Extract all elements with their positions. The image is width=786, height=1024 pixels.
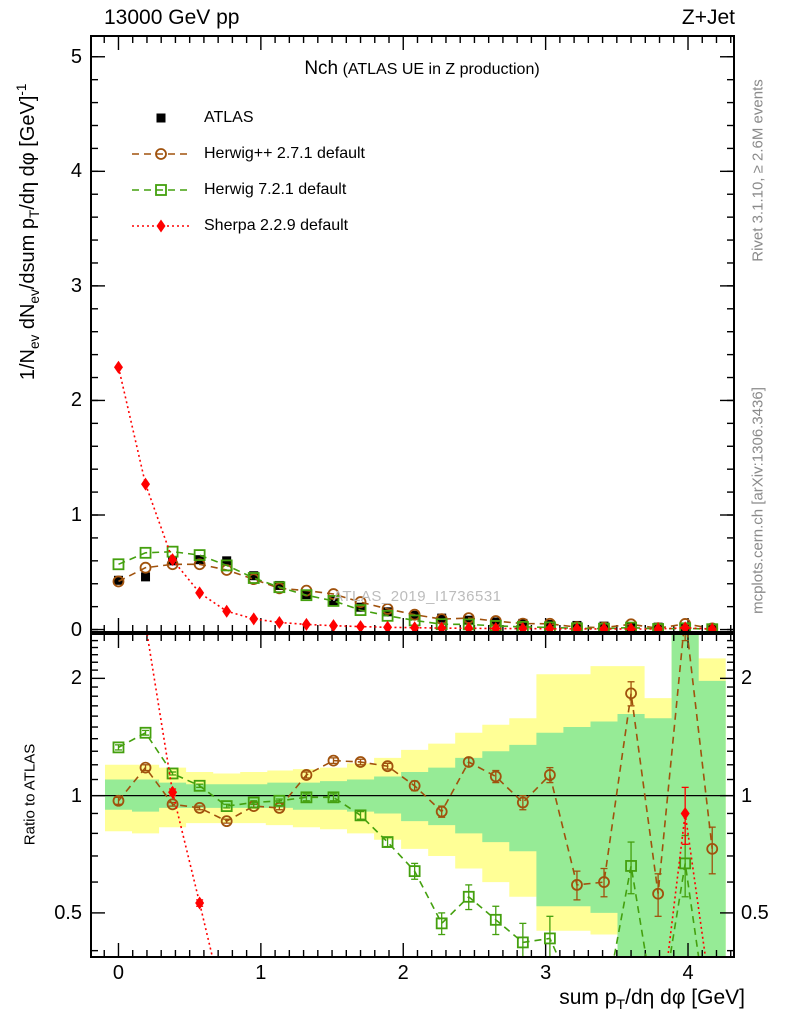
ratio-y-tick-label-right: 0.5 (741, 901, 769, 924)
y-axis-title-main: $1/N_{ev}$ $dN_{ev}$/dsum $p_T/d\eta$ dφ [GeV]$^{-1}$ (14, 83, 42, 381)
legend-item-3 (130, 208, 365, 244)
main-y-tick-label: 3 (70, 274, 82, 297)
side-note-rivet: Rivet 3.1.10, ≥ 2.6M events (749, 79, 767, 262)
side-note-mcplots: mcplots.cern.ch [arXiv:1306.3436] (749, 387, 767, 614)
plot-title-analysis: (ATLAS UE in Z production) (342, 61, 540, 78)
plot-title (212, 58, 632, 80)
y-axis-title-ratio: Ratio to ATLAS (21, 743, 39, 846)
x-tick-label: 3 (540, 962, 552, 984)
legend-label: Sherpa 2.2.9 default (204, 217, 349, 234)
ratio-y-tick-label-right: 1 (741, 784, 753, 807)
square-open-legend-marker (130, 181, 192, 199)
legend-item-1 (130, 136, 365, 172)
legend-label: Herwig++ 2.7.1 default (204, 145, 365, 162)
diamond-filled-legend-marker (130, 217, 192, 235)
plot-title-observable: Nch (304, 58, 339, 79)
ratio-plot-svg (90, 633, 735, 958)
main-y-tick-label: 5 (70, 45, 82, 68)
header-beam-energy: 13000 GeV pp (104, 6, 240, 29)
legend (130, 100, 365, 244)
ratio-y-tick-label-left: 1 (70, 784, 82, 807)
main-y-tick-label: 4 (70, 160, 82, 183)
x-tick-label: 0 (112, 962, 125, 984)
legend-item-0 (130, 100, 365, 136)
x-tick-label: 1 (255, 962, 267, 984)
main-y-tick-label: 2 (70, 389, 82, 412)
watermark: ATLAS_2019_I1736531 (333, 588, 502, 605)
x-tick-label: 4 (682, 962, 694, 984)
legend-item-2 (130, 172, 365, 208)
header-process: Z+Jet (681, 6, 735, 29)
x-axis-title: sum $p_T/d\eta$ dφ [GeV] (559, 986, 745, 1014)
main-y-tick-label: 1 (70, 504, 82, 526)
square-filled-legend-marker (130, 109, 192, 127)
legend-label: ATLAS (204, 109, 254, 126)
ratio-y-tick-label-left: 2 (70, 667, 82, 690)
main-y-tick-label: 0 (70, 618, 82, 641)
x-tick-label: 2 (397, 962, 409, 984)
legend-label: Herwig 7.2.1 default (204, 181, 347, 198)
ratio-y-tick-label-left: 0.5 (54, 901, 82, 924)
circle-open-legend-marker (130, 145, 192, 163)
ratio-y-tick-label-right: 2 (741, 667, 753, 690)
